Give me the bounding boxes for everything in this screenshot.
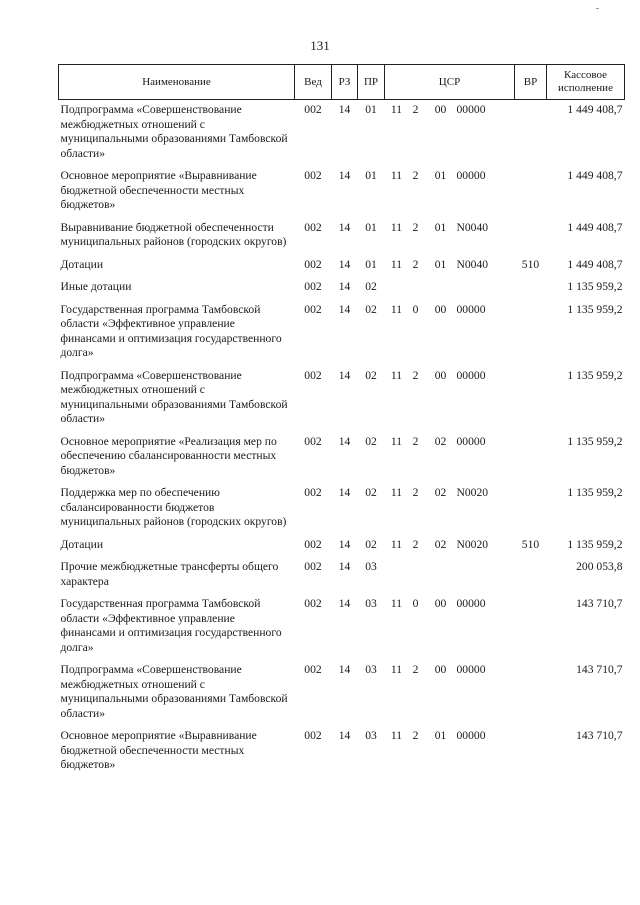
table-header-row (59, 65, 625, 100)
csr-part: 11 (390, 368, 403, 382)
row-name: Подпрограмма «Совершенствование межбюджетных отношений с муниципальными образованиями Тамбовской области» (60, 368, 288, 425)
row-pr: 03 (365, 597, 377, 610)
csr-part: 00 (434, 103, 447, 116)
table-row (59, 277, 625, 300)
table-row (59, 535, 625, 558)
csr-part: 11 (390, 597, 403, 610)
row-ved: 002 (304, 280, 322, 293)
header-name: Наименование (59, 65, 295, 100)
csr-code (387, 369, 513, 384)
row-vr (515, 594, 547, 660)
row-name: Подпрограмма «Совершенствование межбюджетных отношений с муниципальными образованиями Тамбовской области» (60, 663, 288, 720)
row-amount: 143 710,7 (576, 663, 623, 676)
csr-part: N0020 (456, 537, 489, 551)
csr-part: 2 (412, 434, 419, 448)
row-vr (515, 277, 547, 300)
csr-part: 2 (412, 663, 419, 676)
table-row (59, 366, 625, 432)
row-pr: 01 (365, 103, 377, 116)
row-ved: 002 (304, 434, 322, 448)
row-rz: 14 (338, 103, 351, 116)
row-rz: 14 (338, 560, 351, 573)
row-amount: 1 135 959,2 (567, 302, 623, 316)
row-pr: 02 (365, 486, 377, 499)
row-name: Выравнивание бюджетной обеспеченности муниципальных районов (городских округов) (60, 220, 287, 248)
csr-part: 00000 (456, 729, 486, 742)
row-vr (515, 366, 547, 432)
row-amount: 1 449 408,7 (567, 169, 623, 182)
row-csr (385, 660, 515, 726)
row-ved: 002 (304, 103, 322, 116)
csr-code (387, 435, 513, 450)
row-name: Иные дотации (60, 280, 132, 293)
csr-part: 2 (412, 257, 419, 271)
row-csr (385, 255, 515, 278)
csr-part: 00000 (456, 169, 486, 182)
row-pr: 02 (365, 280, 377, 293)
row-pr: 02 (365, 434, 377, 448)
csr-part: 11 (390, 302, 403, 316)
header-amount: Кассовое исполнение (547, 65, 625, 100)
row-pr: 01 (365, 257, 377, 271)
row-csr (385, 277, 515, 300)
row-ved: 002 (304, 560, 322, 573)
csr-part: 01 (434, 169, 447, 182)
table-row (59, 726, 625, 778)
row-vr (515, 218, 547, 255)
row-name: Прочие межбюджетные трансферты общего характера (60, 560, 279, 588)
header-vr: ВР (515, 65, 547, 100)
row-vr (515, 166, 547, 218)
row-pr: 02 (365, 302, 377, 316)
csr-part: 11 (390, 103, 403, 116)
row-vr (515, 660, 547, 726)
row-amount: 1 135 959,2 (567, 434, 623, 448)
csr-code (387, 729, 513, 744)
csr-part: 00000 (456, 103, 486, 116)
row-ved: 002 (304, 302, 322, 316)
row-name: Подпрограмма «Совершенствование межбюджетных отношений с муниципальными образованиями Тамбовской области» (60, 103, 288, 160)
row-rz: 14 (338, 302, 351, 316)
row-rz: 14 (338, 597, 351, 610)
row-amount: 143 710,7 (576, 729, 623, 742)
table-row (59, 432, 625, 484)
csr-part: 01 (434, 220, 447, 234)
row-name: Основное мероприятие «Выравнивание бюджетной обеспеченности местных бюджетов» (60, 169, 257, 211)
csr-part: 2 (412, 729, 419, 742)
table-row (59, 300, 625, 366)
csr-part: 00 (434, 597, 447, 610)
csr-part: 0 (412, 597, 419, 610)
scan-mark (596, 8, 599, 9)
csr-code (387, 258, 513, 273)
row-csr (385, 218, 515, 255)
row-name: Основное мероприятие «Выравнивание бюджетной обеспеченности местных бюджетов» (60, 729, 257, 771)
table-row (59, 483, 625, 535)
row-ved: 002 (304, 597, 322, 610)
row-vr (515, 432, 547, 484)
page-number: 131 (310, 38, 330, 53)
row-rz: 14 (338, 280, 351, 293)
row-name: Поддержка мер по обеспечению сбалансированности бюджетов муниципальных районов (городских округов) (60, 486, 287, 528)
row-rz: 14 (338, 434, 351, 448)
row-ved: 002 (304, 257, 322, 271)
row-ved: 002 (304, 368, 322, 382)
row-pr: 02 (365, 368, 377, 382)
row-ved: 002 (304, 537, 322, 551)
row-amount: 1 449 408,7 (567, 257, 623, 271)
csr-part: 00 (434, 663, 447, 676)
csr-part: 11 (390, 729, 403, 742)
table-row (59, 594, 625, 660)
row-csr (385, 432, 515, 484)
row-vr (515, 483, 547, 535)
row-rz: 14 (338, 169, 351, 182)
row-name: Государственная программа Тамбовской области «Эффективное управление финансами и оптимизация государственного долга» (60, 302, 282, 359)
csr-code (387, 169, 513, 184)
header-csr: ЦСР (385, 65, 515, 100)
csr-part: 02 (434, 486, 447, 499)
row-name: Дотации (60, 537, 104, 551)
csr-part: 00000 (456, 302, 486, 316)
csr-part: 0 (412, 302, 419, 316)
row-ved: 002 (304, 486, 322, 499)
csr-part: N0020 (456, 486, 489, 499)
csr-part: 00000 (456, 368, 486, 382)
csr-part: 11 (390, 537, 403, 551)
csr-part: 00 (434, 368, 447, 382)
header-ved: Вед (295, 65, 332, 100)
csr-part: 00000 (456, 597, 486, 610)
csr-part: 11 (390, 220, 403, 234)
csr-part: 01 (434, 257, 447, 271)
row-pr: 03 (365, 560, 377, 573)
row-amount: 200 053,8 (576, 560, 623, 573)
row-rz: 14 (338, 537, 351, 551)
row-vr (515, 100, 547, 167)
row-ved: 002 (304, 663, 322, 676)
row-name: Государственная программа Тамбовской области «Эффективное управление финансами и оптимизация государственного долга» (60, 597, 282, 654)
row-pr: 02 (365, 537, 377, 551)
csr-code (387, 597, 513, 612)
csr-code (387, 303, 513, 318)
row-rz: 14 (338, 220, 351, 234)
row-csr (385, 726, 515, 778)
row-vr: 510 (521, 537, 540, 551)
row-csr (385, 300, 515, 366)
row-ved: 002 (304, 729, 322, 742)
budget-table (58, 64, 625, 778)
row-csr (385, 594, 515, 660)
row-rz: 14 (338, 663, 351, 676)
row-pr: 03 (365, 729, 377, 742)
csr-part: 01 (434, 729, 447, 742)
csr-part: 02 (434, 434, 447, 448)
table-row (59, 218, 625, 255)
row-ved: 002 (304, 220, 322, 234)
csr-part: 11 (390, 169, 403, 182)
row-amount: 143 710,7 (576, 597, 623, 610)
row-name: Дотации (60, 257, 104, 271)
row-pr: 01 (365, 220, 377, 234)
row-ved: 002 (304, 169, 322, 182)
row-pr: 03 (365, 663, 377, 676)
row-csr (385, 557, 515, 594)
row-vr: 510 (521, 257, 540, 271)
csr-part: 02 (434, 537, 447, 551)
row-amount: 1 449 408,7 (567, 103, 623, 116)
csr-code (387, 221, 513, 236)
csr-part: 11 (390, 434, 403, 448)
csr-part: 00000 (456, 663, 486, 676)
csr-part: 2 (412, 537, 419, 551)
csr-part: 2 (412, 220, 419, 234)
row-csr (385, 483, 515, 535)
row-amount: 1 449 408,7 (567, 220, 623, 234)
table-row (59, 255, 625, 278)
csr-part: N0040 (456, 220, 489, 234)
row-csr (385, 166, 515, 218)
table-row (59, 660, 625, 726)
row-csr (385, 100, 515, 167)
row-rz: 14 (338, 368, 351, 382)
csr-code (387, 663, 513, 678)
csr-part: 2 (412, 169, 419, 182)
table-row (59, 557, 625, 594)
csr-part: 2 (412, 486, 419, 499)
row-amount: 1 135 959,2 (567, 486, 623, 499)
row-csr (385, 535, 515, 558)
table-row (59, 166, 625, 218)
row-amount: 1 135 959,2 (567, 537, 623, 551)
row-vr (515, 726, 547, 778)
row-amount: 1 135 959,2 (567, 280, 623, 293)
csr-part: 11 (390, 257, 403, 271)
csr-part: N0040 (456, 257, 489, 271)
row-name: Основное мероприятие «Реализация мер по обеспечению сбалансированности местных бюджетов» (60, 434, 277, 477)
table-row (59, 100, 625, 167)
row-rz: 14 (338, 486, 351, 499)
row-rz: 14 (338, 257, 351, 271)
row-vr (515, 557, 547, 594)
csr-part: 11 (390, 486, 403, 499)
header-pr: ПР (358, 65, 385, 100)
csr-part: 00 (434, 302, 447, 316)
csr-code (387, 486, 513, 501)
row-pr: 01 (365, 169, 377, 182)
csr-part: 2 (412, 368, 419, 382)
csr-part: 00000 (456, 434, 486, 448)
header-rz: РЗ (332, 65, 358, 100)
row-csr (385, 366, 515, 432)
row-amount: 1 135 959,2 (567, 368, 623, 382)
csr-code (387, 103, 513, 118)
csr-code (387, 538, 513, 553)
csr-part: 11 (390, 663, 403, 676)
row-vr (515, 300, 547, 366)
row-rz: 14 (338, 729, 351, 742)
csr-part: 2 (412, 103, 419, 116)
